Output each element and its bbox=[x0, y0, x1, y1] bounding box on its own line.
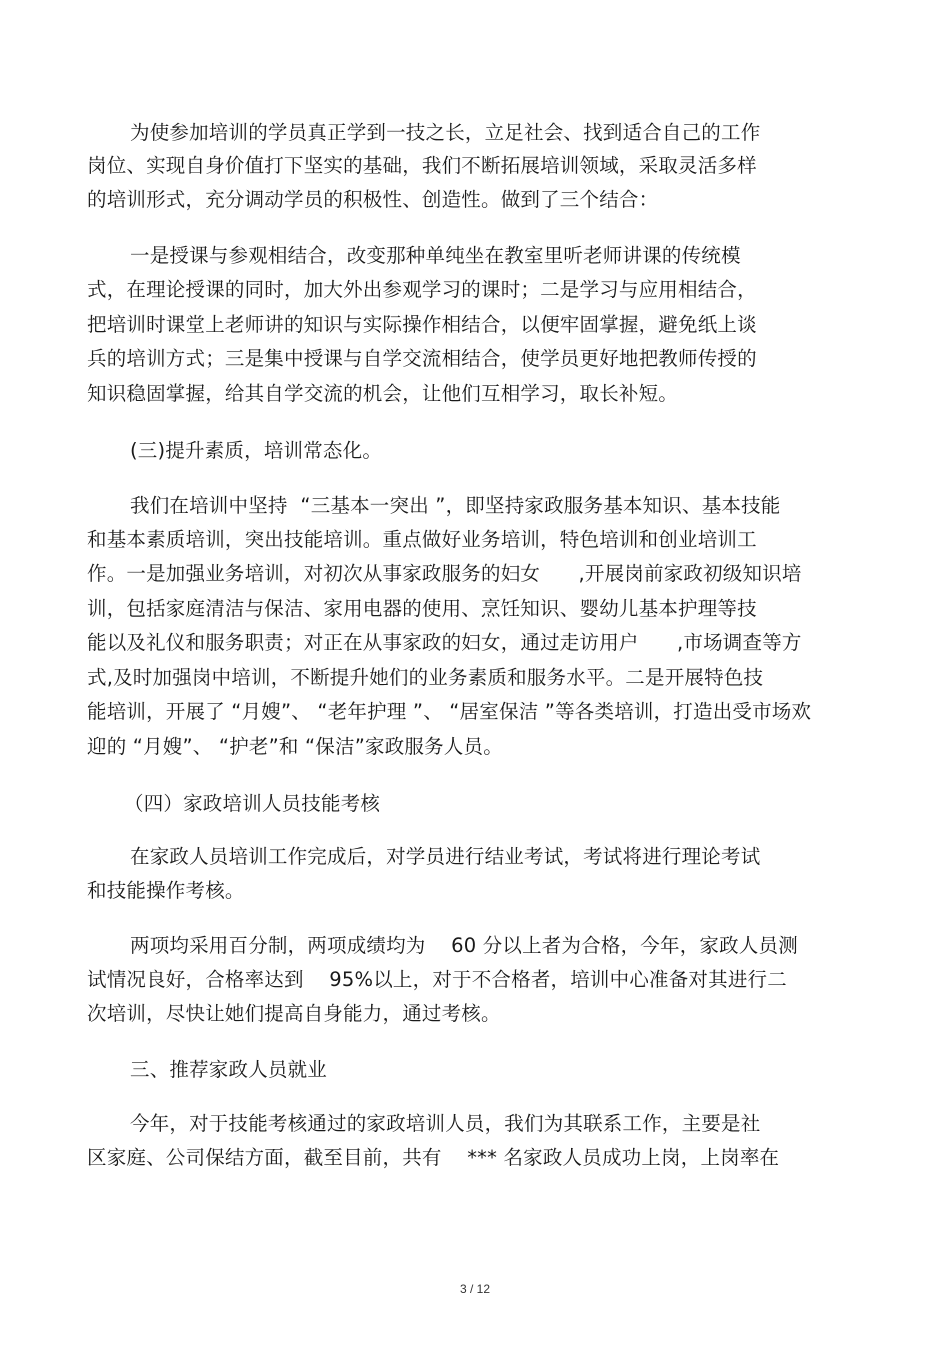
paragraph-line: 训，包括家庭清洁与保洁、家用电器的使用、烹饪知识、婴幼儿基本护理等技 bbox=[87, 597, 757, 620]
page-number: 3 / 12 bbox=[459, 1282, 491, 1296]
paragraph-line: 兵的培训方式；三是集中授课与自学交流相结合，使学员更好地把教师传授的 bbox=[87, 347, 757, 370]
paragraph-line: 为使参加培训的学员真正学到一技之长，立足社会、找到适合自己的工作 bbox=[130, 121, 761, 144]
section-heading: (三)提升素质，培训常态化。 bbox=[130, 439, 383, 462]
paragraph-line: 试情况良好，合格率达到 95%以上，对于不合格者，培训中心准备对其进行二 bbox=[87, 968, 787, 991]
paragraph-line: 在家政人员培训工作完成后，对学员进行结业考试，考试将进行理论考试 bbox=[130, 845, 761, 868]
paragraph-line: 知识稳固掌握，给其自学交流的机会，让他们互相学习，取长补短。 bbox=[87, 382, 679, 405]
paragraph-line: 的培训形式，充分调动学员的积极性、创造性。做到了三个结合： bbox=[87, 188, 659, 211]
section-heading: 三、推荐家政人员就业 bbox=[130, 1058, 328, 1081]
paragraph-line: 式,及时加强岗中培训，不断提升她们的业务素质和服务水平。二是开展特色技 bbox=[87, 666, 764, 689]
paragraph-line: 两项均采用百分制，两项成绩均为 60 分以上者为合格，今年，家政人员测 bbox=[130, 934, 798, 957]
paragraph-line: 和技能操作考核。 bbox=[87, 879, 245, 902]
paragraph-line: 岗位、实现自身价值打下坚实的基础，我们不断拓展培训领域，采取灵活多样 bbox=[87, 154, 757, 177]
paragraph-line: 一是授课与参观相结合，改变那种单纯坐在教室里听老师讲课的传统模 bbox=[130, 244, 741, 267]
paragraph-line: 今年，对于技能考核通过的家政培训人员，我们为其联系工作，主要是社 bbox=[130, 1112, 761, 1135]
section-heading: （四）家政培训人员技能考核 bbox=[124, 792, 381, 815]
paragraph-line: 和基本素质培训，突出技能培训。重点做好业务培训，特色培训和创业培训工 bbox=[87, 528, 757, 551]
paragraph-line: 我们在培训中坚持 “三基本一突出 ”，即坚持家政服务基本知识、基本技能 bbox=[130, 494, 781, 517]
paragraph-line: 把培训时课堂上老师讲的知识与实际操作相结合，以便牢固掌握，避免纸上谈 bbox=[87, 313, 757, 336]
paragraph-line: 式，在理论授课的同时，加大外出参观学习的课时；二是学习与应用相结合， bbox=[87, 278, 757, 301]
paragraph-line: 迎的 “月嫂”、 “护老”和 “保洁”家政服务人员。 bbox=[87, 735, 503, 758]
paragraph-line: 次培训，尽快让她们提高自身能力，通过考核。 bbox=[87, 1002, 501, 1025]
paragraph-line: 区家庭、公司保结方面，截至目前，共有 *** 名家政人员成功上岗，上岗率在 bbox=[87, 1146, 780, 1169]
paragraph-line: 作。一是加强业务培训，对初次从事家政服务的妇女 ,开展岗前家政初级知识培 bbox=[87, 562, 802, 585]
paragraph-line: 能培训，开展了 “月嫂”、 “老年护理 ”、 “居室保洁 ”等各类培训，打造出受市场欢 bbox=[87, 700, 812, 723]
paragraph-line: 能以及礼仪和服务职责；对正在从事家政的妇女，通过走访用户 ,市场调查等方 bbox=[87, 631, 802, 654]
